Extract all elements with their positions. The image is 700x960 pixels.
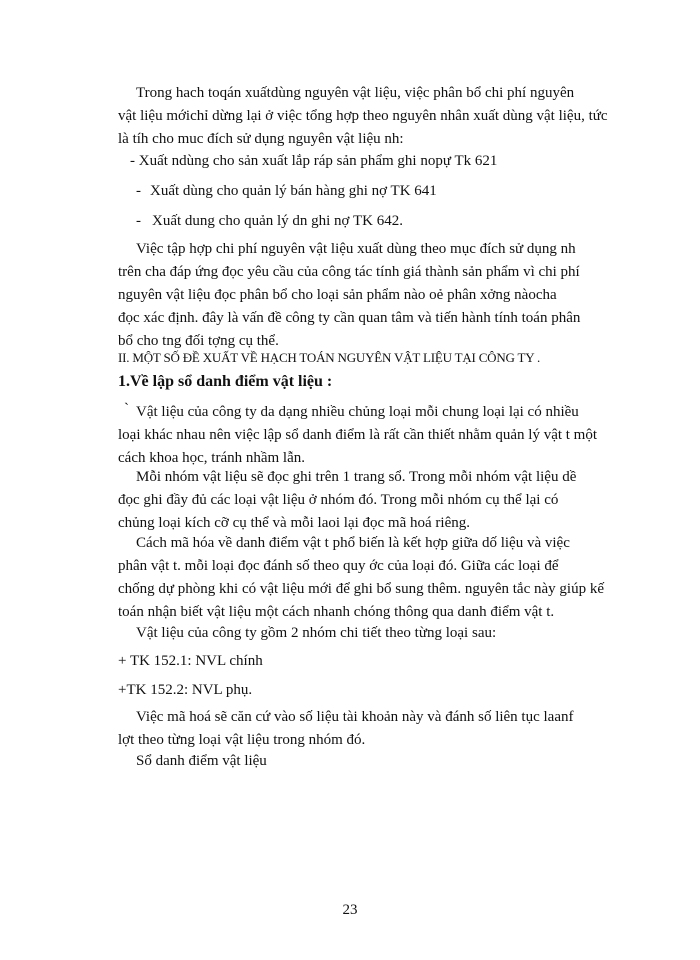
paragraph-coding [118, 532, 636, 624]
paragraph-groups [118, 466, 636, 535]
stray-mark: ` [124, 401, 129, 417]
text-line: loại khác nhau nên việc lập sổ danh điểm là rất cần thiết nhằm quản lý vật t một [118, 427, 598, 443]
text-line: Trong hach toqán xuấtdùng nguyên vật liệu, việc phân bổ chi phí nguyên [136, 85, 575, 101]
text-line: lợt theo từng loại vật liệu trong nhóm đó. [118, 732, 366, 748]
text-line: đọc xác định. đây là vấn đề công ty cần quan tâm và tiến hành tính toán phân [118, 310, 581, 326]
bullet-item-tk621: - Xuất ndùng cho sản xuất lắp ráp sản phẩm ghi nopự Tk 621 [130, 153, 498, 169]
text-line: trên cha đáp ứng đọc yêu cầu của công tác tính giá thành sản phẩm vì chi phí [118, 264, 580, 280]
text-line: Vật liệu của công ty gồm 2 nhóm chi tiết theo từng loại sau: [136, 625, 497, 641]
section-heading-ii: II. MỘT SỐ ĐỀ XUẤT VỀ HẠCH TOÁN NGUYÊN VẬT LIỆU TẠI CÔNG TY . [118, 350, 541, 365]
text-line: Sổ danh điểm vật liệu [136, 753, 267, 769]
text-line: chủng loại kích cỡ cụ thể và mỗi laoi lại đọc mã hoá riêng. [118, 515, 470, 531]
account-item-1522 [118, 679, 636, 702]
text-line: +TK 152.2: NVL phụ. [118, 682, 253, 698]
bullet-item-tk642: Xuất dung cho quản lý dn ghi nợ TK 642. [152, 213, 403, 229]
account-item-1521 [118, 650, 636, 673]
text-line: vật liệu mớichỉ dừng lại ở việc tổng hợp theo nguyên nhân xuất dùng vật liệu, tức [118, 108, 608, 124]
text-line: Việc mã hoá sẽ căn cứ vào số liệu tài khoản này và đánh số liên tục laanf [136, 709, 574, 725]
paragraph-cost-allocation [118, 238, 636, 353]
text-line: nguyên vật liệu đọc phân bổ cho loại sản phẩm nào oẻ phân xởng nàocha [118, 287, 557, 303]
paragraph-ledger-title [118, 750, 636, 773]
paragraph-two-groups [118, 622, 636, 645]
text-line: chống dự phòng khi có vật liệu mới để ghi bổ sung thêm. nguyên tắc này giúp kế [118, 581, 604, 597]
text-line: + TK 152.1: NVL chính [118, 653, 263, 669]
subsection-heading-1: 1.Về lập sổ danh điểm vật liệu : [118, 373, 333, 390]
paragraph-materials [118, 401, 636, 470]
text-line: phân vật t. mỗi loại đọc đánh số theo quy ớc của loại đó. Giữa các loại để [118, 558, 559, 574]
paragraph-intro [118, 82, 636, 151]
text-line: Mỗi nhóm vật liệu sẽ đọc ghi trên 1 trang sổ. Trong mỗi nhóm vật liệu dề [136, 469, 577, 485]
text-line: toán nhận biết vật liệu một cách nhanh chóng thông qua danh điểm vật t. [118, 604, 555, 620]
text-line: Cách mã hóa về danh điểm vật t phổ biến là kết hợp giữa dố liệu và việc [136, 535, 570, 551]
page-number: 23 [342, 902, 358, 918]
paragraph-numbering [118, 706, 636, 752]
text-line: là tíh cho muc đích sử dụng nguyên vật liệu nh: [118, 131, 404, 147]
bullet-item-tk641: Xuất dùng cho quản lý bán hàng ghi nợ TK 641 [150, 183, 437, 199]
text-line: Vật liệu của công ty da dạng nhiều chủng loại mỗi chung loại lại có nhiều [136, 404, 579, 420]
text-line: bổ cho tng đối tợng cụ thể. [118, 333, 279, 349]
bullet-mark: - [136, 183, 141, 199]
text-line: Việc tập hợp chi phí nguyên vật liệu xuất dùng theo mục đích sử dụng nh [136, 241, 576, 257]
bullet-mark: - [136, 213, 141, 229]
text-line: cách khoa học, tránh nhầm lẫn. [118, 450, 306, 466]
text-line: đọc ghi đầy đủ các loại vật liệu ở nhóm đó. Trong mỗi nhóm cụ thể lại có [118, 492, 559, 508]
